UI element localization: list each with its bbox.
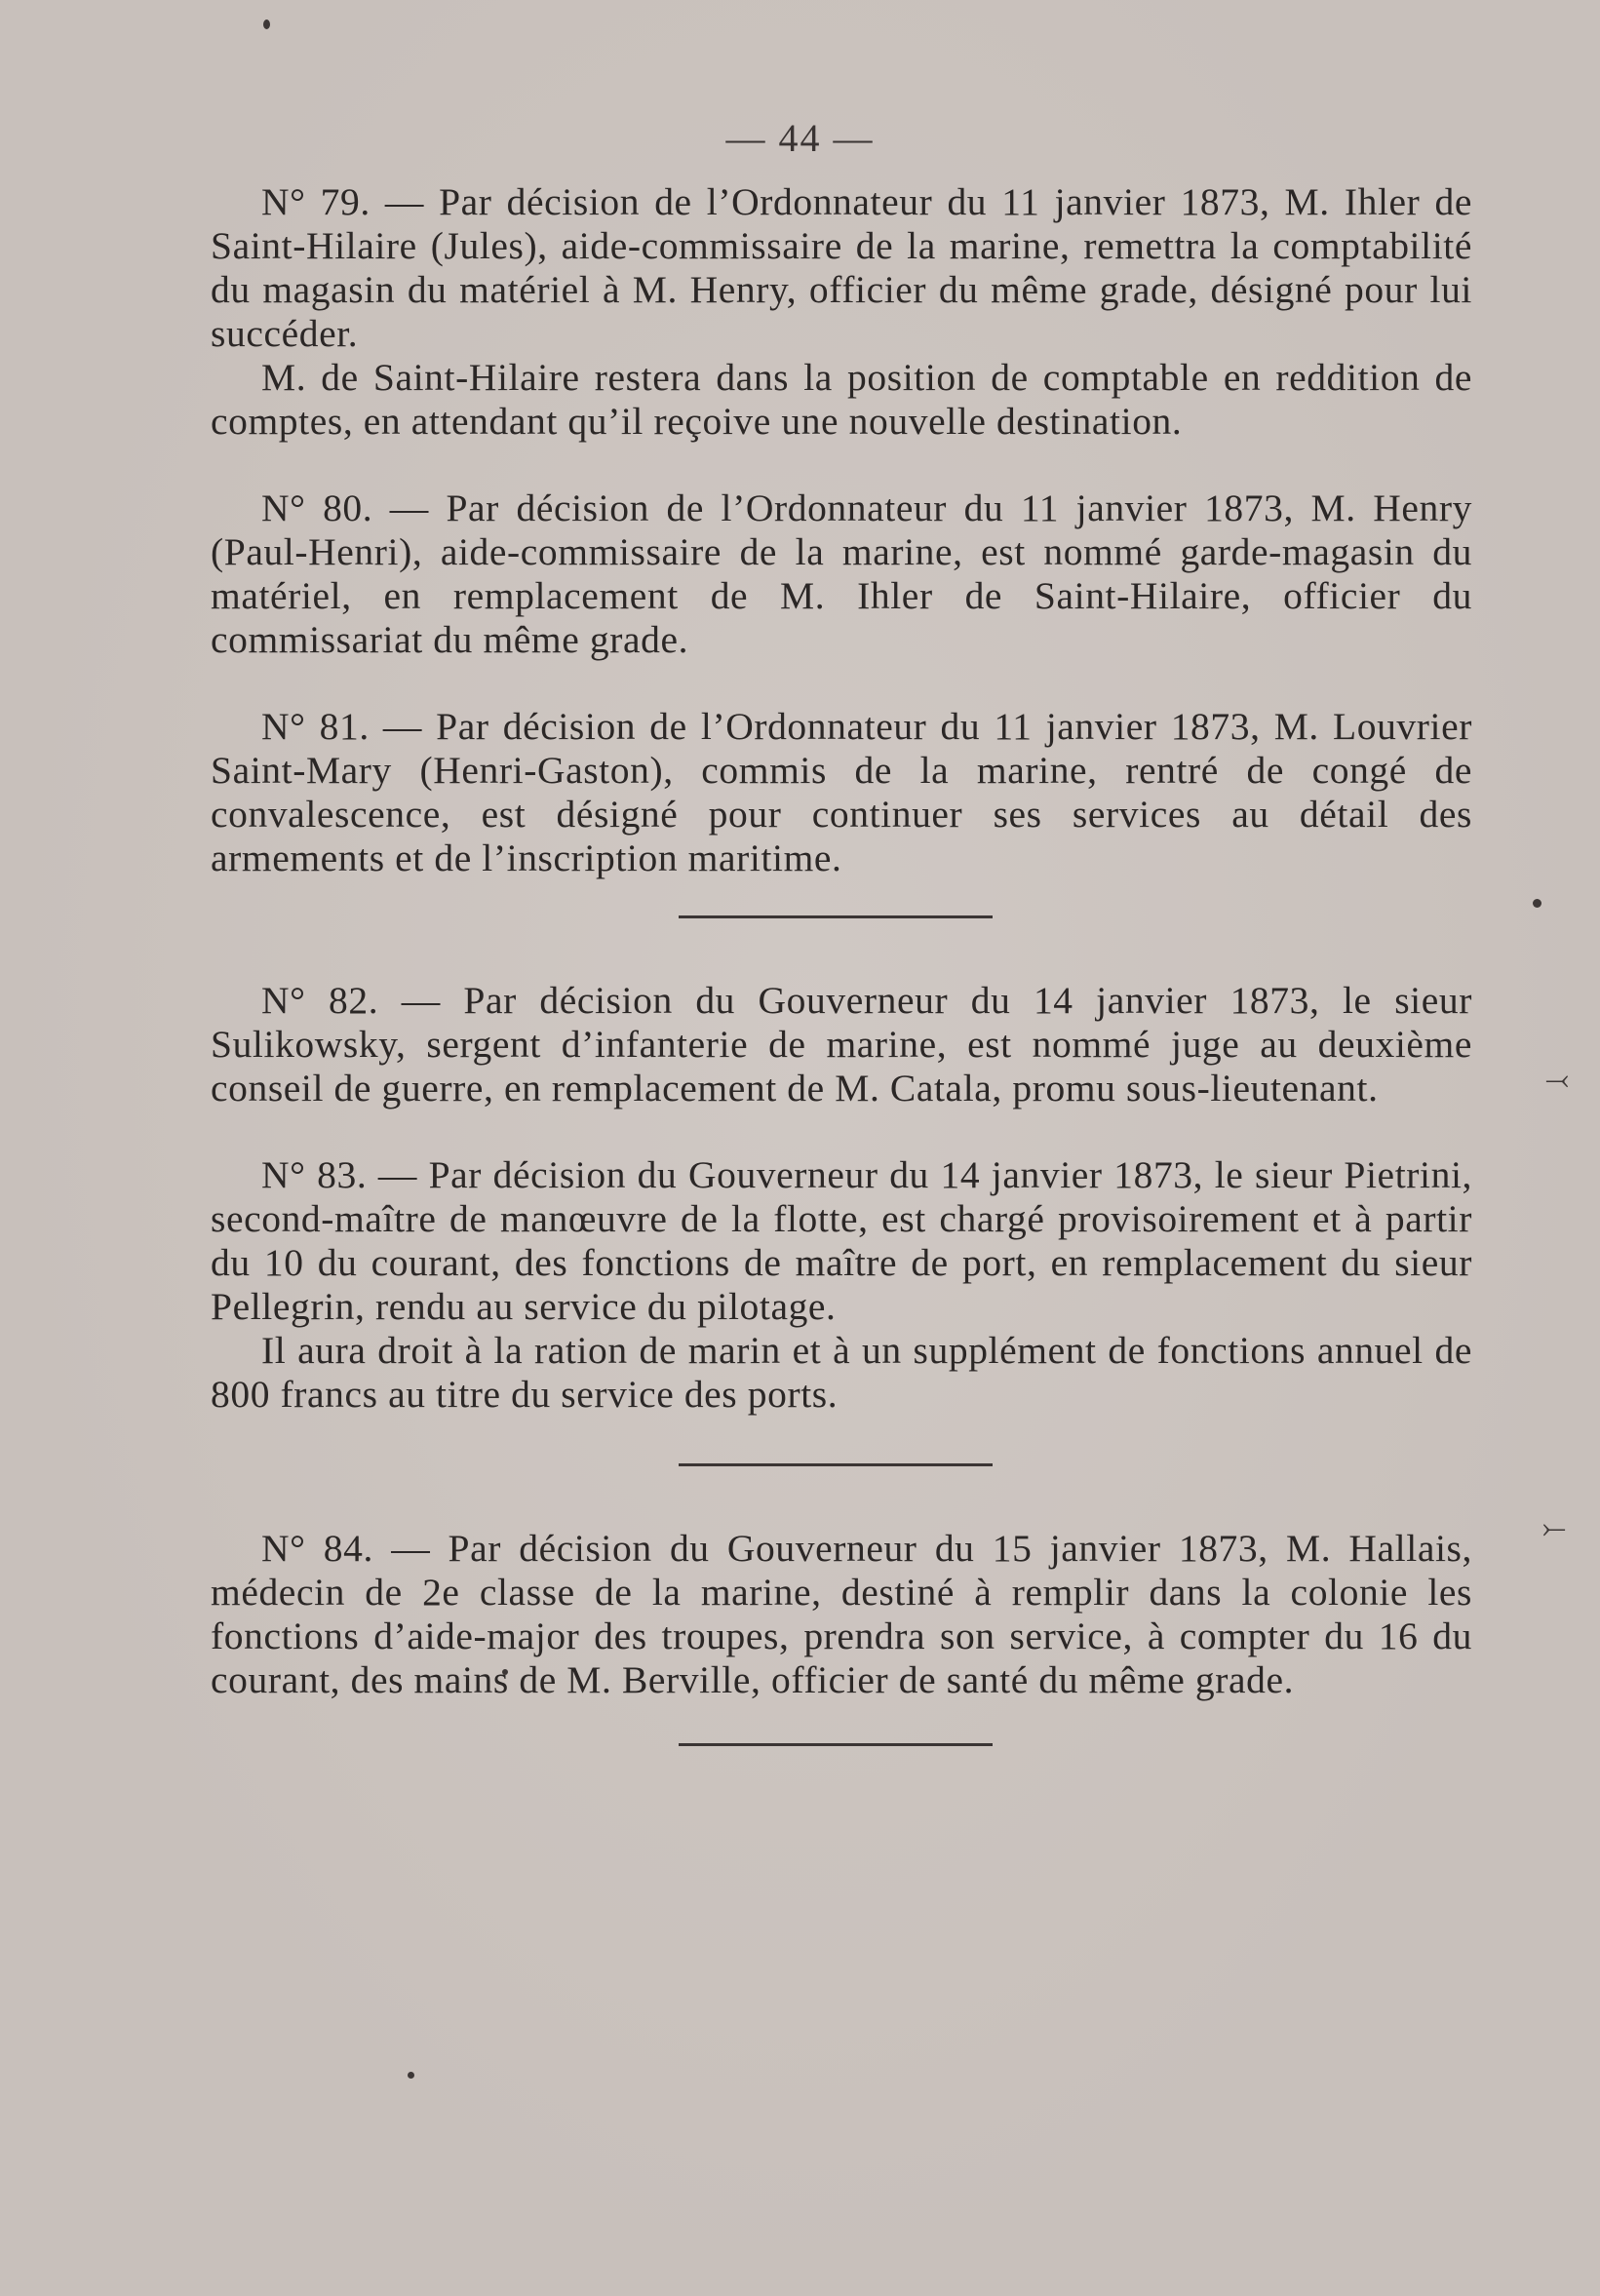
entry-paragraph: N° 82. — Par décision du Gouverneur du 14 janvier 1873, le sieur Sulikowsky, sergent d’infanterie de marine, est nommé juge au deuxième conseil de guerre, en remplacement de M. Catala, promu sous-lieutenant. [211, 979, 1472, 1109]
entry-paragraph: N° 80. — Par décision de l’Ordonnateur du 11 janvier 1873, M. Henry (Paul-Henri), aide-commissaire de la marine, est nommé garde-magasin du matériel, en remplacement de M. Ihler de Saint-Hilaire, officier du commissariat du même grade. [211, 486, 1472, 661]
entry-paragraph: N° 84. — Par décision du Gouverneur du 15 janvier 1873, M. Hallais, médecin de 2e classe de la marine, destiné à remplir dans la colonie les fonctions d’aide-major des troupes, prendra son service, à compter du 16 du courant, des mains de M. Berville, officier de santé du même grade. [211, 1527, 1472, 1701]
page-number: — 44 — [725, 116, 875, 160]
section-divider [679, 915, 993, 918]
decision-entry-80 [211, 486, 1472, 662]
entry-paragraph: N° 81. — Par décision de l’Ordonnateur du 11 janvier 1873, M. Louvrier Saint-Mary (Henri-Gaston), commis de la marine, rentré de congé de convalescence, est désigné pour continuer ses services au détail des armements et de l’inscription maritime. [211, 705, 1472, 879]
decision-entry-81 [211, 705, 1472, 880]
ink-speck [1533, 899, 1541, 908]
entry-paragraph: M. de Saint-Hilaire restera dans la position de comptable en reddition de comptes, en attendant qu’il reçoive une nouvelle destination. [211, 356, 1472, 443]
entry-paragraph: Il aura droit à la ration de marin et à un supplément de fonctions annuel de 800 francs au titre du service des ports. [211, 1329, 1472, 1416]
ink-speck [408, 2072, 414, 2079]
margin-mark-icon: ⤙ [1545, 1063, 1569, 1097]
document-body [211, 180, 1472, 1746]
section-divider [679, 1463, 993, 1466]
entry-paragraph: N° 79. — Par décision de l’Ordonnateur du 11 janvier 1873, M. Ihler de Saint-Hilaire (Jules), aide-commissaire de la marine, remettra la comptabilité du magasin du matériel à M. Henry, officier du même grade, désigné pour lui succéder. [211, 180, 1472, 355]
decision-entry-79 [211, 180, 1472, 444]
spacer [211, 444, 1472, 486]
decision-entry-83 [211, 1153, 1472, 1417]
spacer [211, 1110, 1472, 1153]
decision-entry-82 [211, 979, 1472, 1110]
decision-entry-84 [211, 1527, 1472, 1702]
section-divider [679, 1743, 993, 1746]
ink-speck [263, 19, 270, 29]
entry-paragraph: N° 83. — Par décision du Gouverneur du 14 janvier 1873, le sieur Pietrini, second-maître de manœuvre de la flotte, est chargé provisoirement et à partir du 10 du courant, des fonctions de maître de port, en remplacement du sieur Pellegrin, rendu au service du pilotage. [211, 1153, 1472, 1328]
margin-mark-icon: ⤚ [1542, 1511, 1566, 1545]
spacer [211, 662, 1472, 705]
